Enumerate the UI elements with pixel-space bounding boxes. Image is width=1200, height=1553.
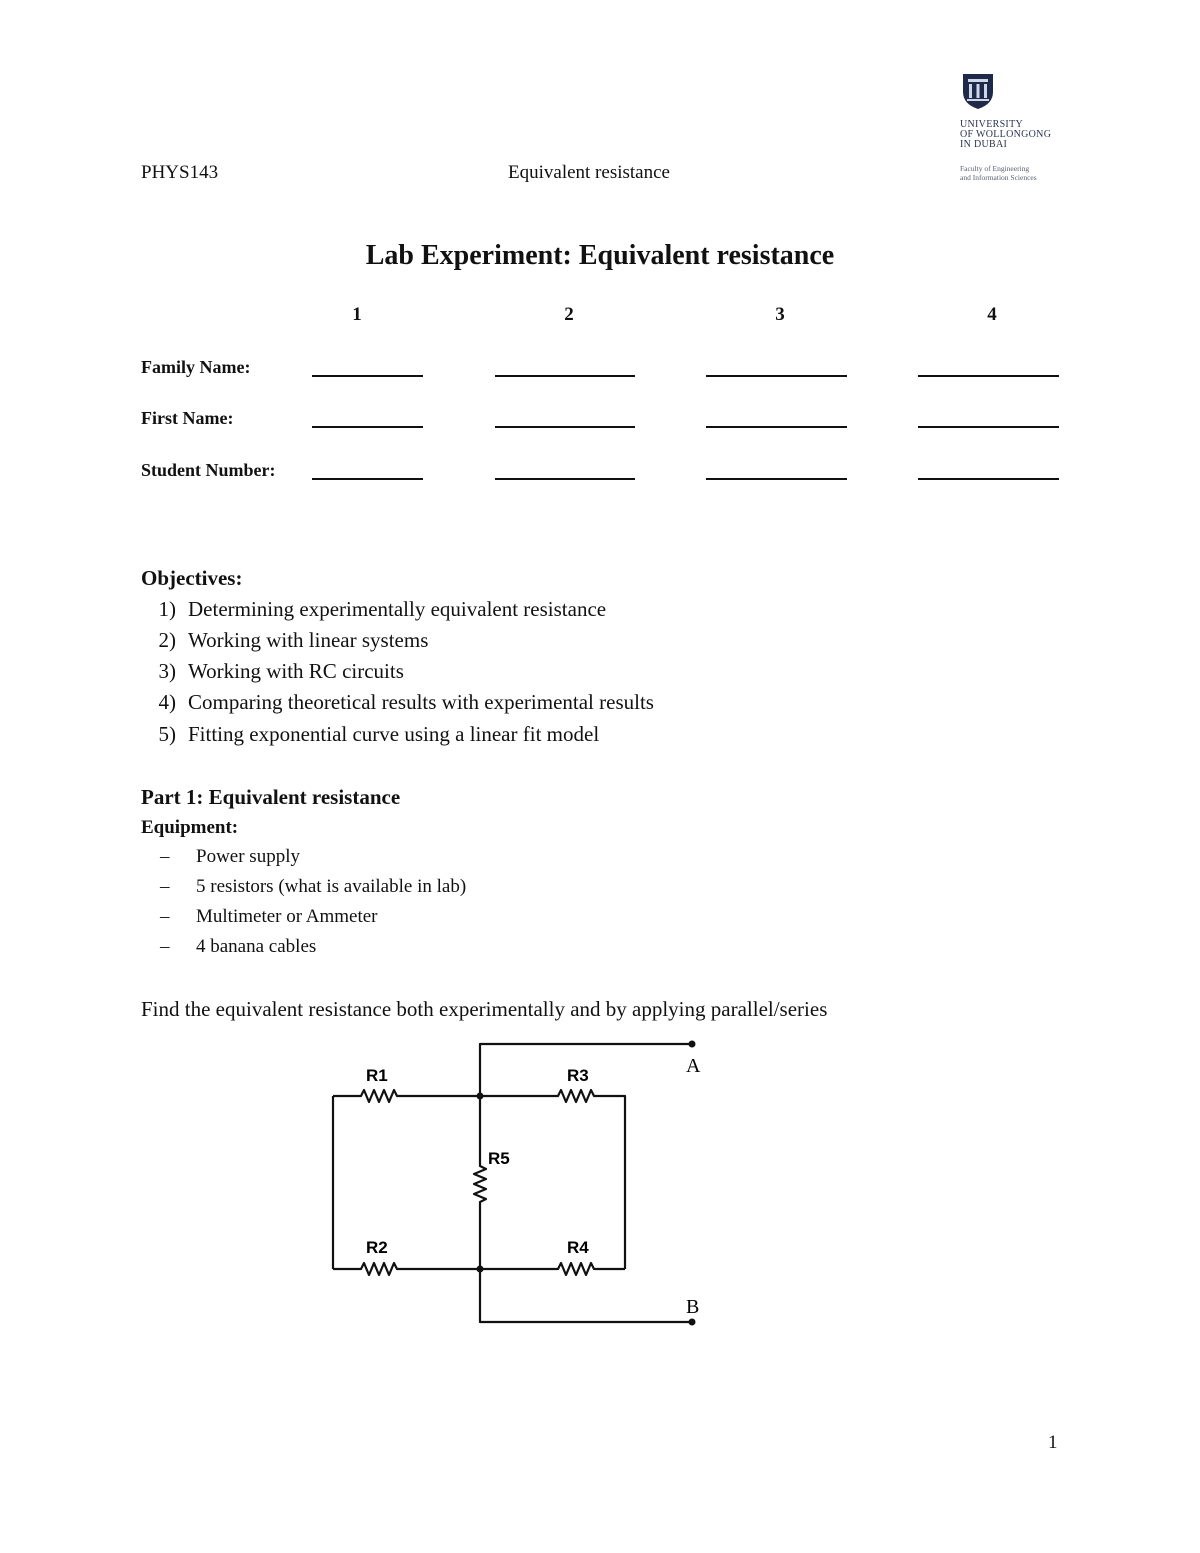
- equipment-item: – Multimeter or Ammeter: [160, 906, 378, 927]
- junction-dot: [477, 1266, 484, 1273]
- junction-dot: [477, 1093, 484, 1100]
- resistor-label-r2: R2: [366, 1238, 388, 1257]
- student-number-field-2[interactable]: [495, 478, 635, 480]
- first-name-field-1[interactable]: [312, 426, 423, 428]
- page-number: 1: [1048, 1432, 1058, 1453]
- family-name-field-2[interactable]: [495, 375, 635, 377]
- logo-sub2: and Information Sciences: [960, 173, 1037, 182]
- logo-sub1: Faculty of Engineering: [960, 164, 1030, 173]
- resistor-label-r3: R3: [567, 1066, 589, 1085]
- circuit-diagram: [320, 1030, 720, 1340]
- student-number-field-4[interactable]: [918, 478, 1059, 480]
- logo-line3: IN DUBAI: [960, 139, 1008, 150]
- header-course: PHYS143: [141, 162, 219, 183]
- first-name-field-4[interactable]: [918, 426, 1059, 428]
- logo-line1: UNIVERSITY: [960, 119, 1023, 130]
- resistor-label-r5: R5: [488, 1149, 510, 1168]
- family-name-field-3[interactable]: [706, 375, 847, 377]
- equipment-item: – 4 banana cables: [160, 936, 317, 957]
- resistor-label-r4: R4: [567, 1238, 589, 1257]
- column-number-1: 1: [352, 304, 362, 325]
- equipment-item: – Power supply: [160, 846, 300, 867]
- first-name-field-3[interactable]: [706, 426, 847, 428]
- student-number-field-1[interactable]: [312, 478, 423, 480]
- first-name-label: First Name:: [141, 408, 234, 428]
- terminal-a-dot: [689, 1041, 696, 1048]
- university-logo: [960, 70, 1070, 182]
- family-name-field-4[interactable]: [918, 375, 1059, 377]
- resistor-label-r1: R1: [366, 1066, 388, 1085]
- page-title: Lab Experiment: Equivalent resistance: [365, 240, 835, 271]
- column-number-2: 2: [564, 304, 574, 325]
- crest-icon: [960, 70, 996, 110]
- objective-item: 5) Fitting exponential curve using a linear fit model: [158, 722, 600, 746]
- terminal-label-b: B: [686, 1296, 700, 1318]
- first-name-field-2[interactable]: [495, 426, 635, 428]
- equipment-item: – 5 resistors (what is available in lab): [160, 876, 467, 897]
- family-name-field-1[interactable]: [312, 375, 423, 377]
- equipment-heading: Equipment:: [141, 817, 239, 838]
- part1-heading: Part 1: Equivalent resistance: [141, 785, 401, 809]
- objective-item: 1) Determining experimentally equivalent resistance: [158, 597, 607, 621]
- logo-line2: OF WOLLONGONG: [960, 129, 1052, 140]
- family-name-label: Family Name:: [141, 357, 251, 377]
- objective-item: 4) Comparing theoretical results with experimental results: [158, 690, 654, 714]
- header-topic: Equivalent resistance: [508, 162, 670, 183]
- student-number-label: Student Number:: [141, 460, 276, 480]
- column-number-4: 4: [987, 304, 997, 325]
- objective-item: 3) Working with RC circuits: [158, 659, 404, 683]
- objectives-heading: Objectives:: [141, 566, 243, 590]
- terminal-b-dot: [689, 1319, 696, 1326]
- instruction-text: Find the equivalent resistance both experimentally and by applying parallel/series: [141, 997, 828, 1021]
- student-number-field-3[interactable]: [706, 478, 847, 480]
- column-number-3: 3: [775, 304, 785, 325]
- objective-item: 2) Working with linear systems: [158, 628, 429, 652]
- terminal-label-a: A: [686, 1055, 701, 1077]
